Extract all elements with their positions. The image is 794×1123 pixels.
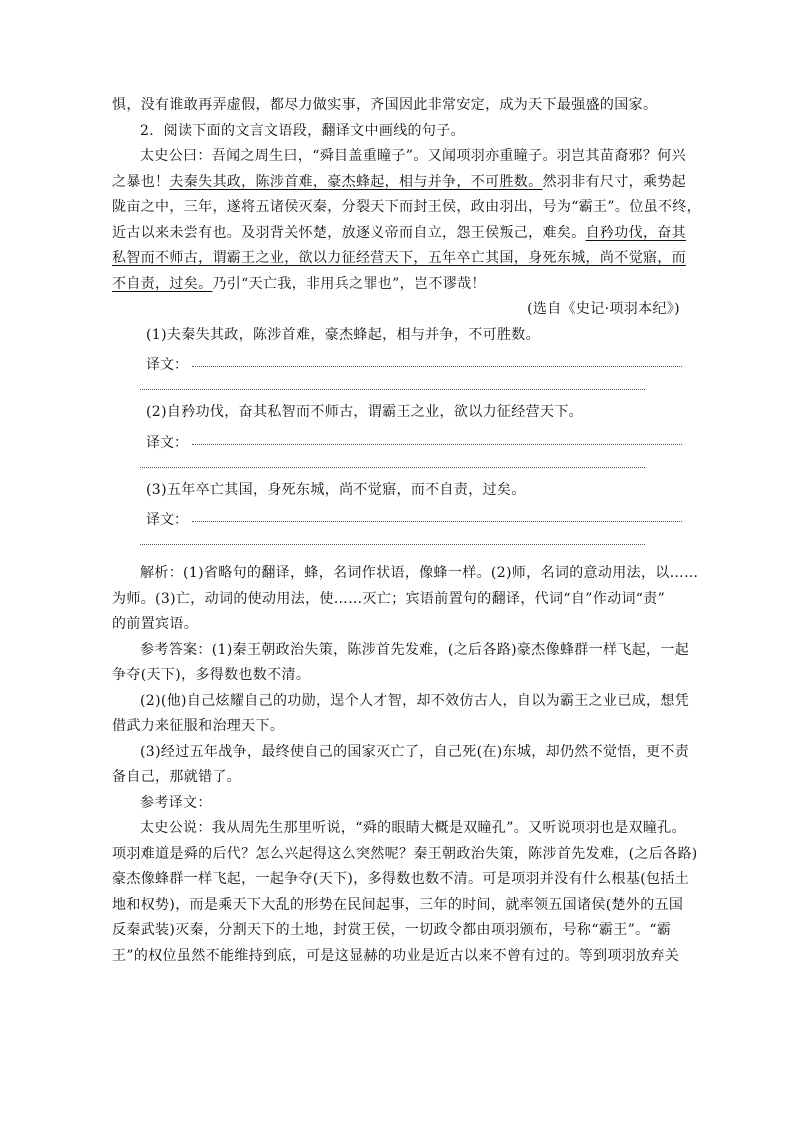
underlined-sentence-2: 自矜功伐，奋其 (585, 224, 687, 241)
answer-line (112, 452, 682, 478)
answer-blank (192, 365, 682, 367)
answer-line (112, 374, 682, 400)
answer-blank (192, 443, 682, 445)
translation-label: 译文： (146, 512, 188, 528)
translation-line: 豪杰像蜂群一样飞起，一起争夺(天下)，多得数也数不清。可是项羽并没有什么根基(包括土 (112, 871, 690, 887)
passage-text: 之暴也！ (112, 173, 170, 190)
answer-text: 备自己，那就错了。 (112, 769, 242, 785)
translation-label: 译文： (146, 434, 188, 451)
analysis-line: 解析：(1)省略句的翻译，蜂，名词作状语，像蜂一样。(2)师，名词的意动用法，以…… (140, 565, 699, 581)
passage-line (112, 170, 687, 196)
sentence-3: (3)五年卒亡其国，身死东城，尚不觉寤，而不自责，过矣。 (146, 481, 526, 498)
translation-line: 太史公说：我从周先生那里听说，“舜的眼睛大概是双瞳孔”。又听说项羽也是双瞳孔。 (140, 820, 686, 836)
passage-line: 太史公曰：吾闻之周生曰，“舜目盖重瞳子”。又闻项羽亦重瞳子。羽岂其苗裔邪？何兴 (140, 148, 686, 164)
passage-text: 乃引“天亡我，非用兵之罪也”，岂不谬哉！ (212, 275, 486, 292)
translation-label: 译文： (146, 357, 188, 373)
answer-line (112, 529, 682, 555)
document-page (112, 93, 702, 969)
answer-text: 参考答案：(1)秦王朝政治失策，陈涉首先发难，(之后各路)豪杰像蜂群一样飞起，一起 (140, 641, 690, 658)
source-citation: (选自《史记·项羽本纪》) (527, 301, 680, 317)
underlined-sentence-1: 夫秦失其政，陈涉首难，豪杰蜂起，相与并争，不可胜数。 (169, 173, 543, 190)
answer-line (112, 348, 682, 374)
analysis-line: 为师。(3)亡，动词的使动用法，使……灭亡；宾语前置句的翻译，代词“自”作动词“责” (112, 590, 666, 607)
answer-line (112, 426, 682, 452)
translation-line: 项羽难道是舜的后代？怎么兴起得这么突然呢？秦王朝政治失策，陈涉首先发难，(之后各路) (112, 845, 698, 862)
answer-text: 借武力来征服和治理天下。 (112, 718, 285, 734)
passage-line (112, 246, 687, 272)
question-2: 2．阅读下面的文言文语段，翻译文中画线的句子。 (140, 122, 465, 139)
underlined-sentence-3: 不自责，过矣。 (112, 275, 213, 292)
answer-blank (192, 520, 682, 522)
answer-line (112, 503, 682, 529)
answer-blank (140, 543, 645, 545)
answer-text: (3)经过五年战争，最终使自己的国家灭亡了，自己死(在)东城，却仍然不觉悟，更不责 (140, 743, 690, 760)
passage-text: 然羽非有尺寸，乘势起 (542, 173, 687, 190)
passage-line (112, 221, 687, 247)
underlined-sentence-3: 五年卒亡其国，身死东城，尚不觉寤，而 (427, 250, 687, 266)
passage-line: 陇亩之中，三年，遂将五诸侯灭秦，分裂天下而封王侯，政由羽出，号为“霸王”。位虽不终， (112, 199, 702, 215)
underlined-sentence-2: 私智而不师古，谓霸王之业，欲以力征经营天下， (112, 250, 428, 266)
passage-text: 近古以来未尝有也。及羽背关怀楚，放逐义帝而自立，怨王侯叛己，难矣。 (112, 224, 586, 241)
translation-line: 王”的权位虽然不能维持到底，可是这显赫的功业是近古以来不曾有过的。等到项羽放弃关 (112, 947, 680, 964)
translation-line: 地和权势)，而是乘天下大乱的形势在民间起事，三年的时间，就率领五国诸侯(楚外的五国 (112, 896, 684, 913)
text-line: 惧，没有谁敢再弄虚假，都尽力做实事，齐国因此非常安定，成为天下最强盛的国家。 (112, 97, 658, 113)
answer-blank (140, 466, 645, 468)
sentence-1: (1)夫秦失其政，陈涉首难，豪杰蜂起，相与并争，不可胜数。 (146, 326, 540, 343)
answer-text: 争夺(天下)，多得数也数不清。 (112, 667, 311, 683)
passage-line (112, 272, 682, 298)
translation-line: 反秦武装)灭秦，分割天下的土地，封赏王侯，一切政令都由项羽颁布，号称“霸王”。“霸 (112, 922, 672, 938)
answer-text: (2)(他)自己炫耀自己的功勋，逞个人才智，却不效仿古人，自以为霸王之业已成，想凭 (140, 692, 690, 709)
analysis-line: 的前置宾语。 (112, 616, 199, 632)
sentence-2: (2)自矜功伐，奋其私智而不师古，谓霸王之业，欲以力征经营天下。 (146, 404, 584, 420)
reference-translation-heading: 参考译文： (140, 794, 212, 811)
answer-blank (140, 388, 645, 390)
